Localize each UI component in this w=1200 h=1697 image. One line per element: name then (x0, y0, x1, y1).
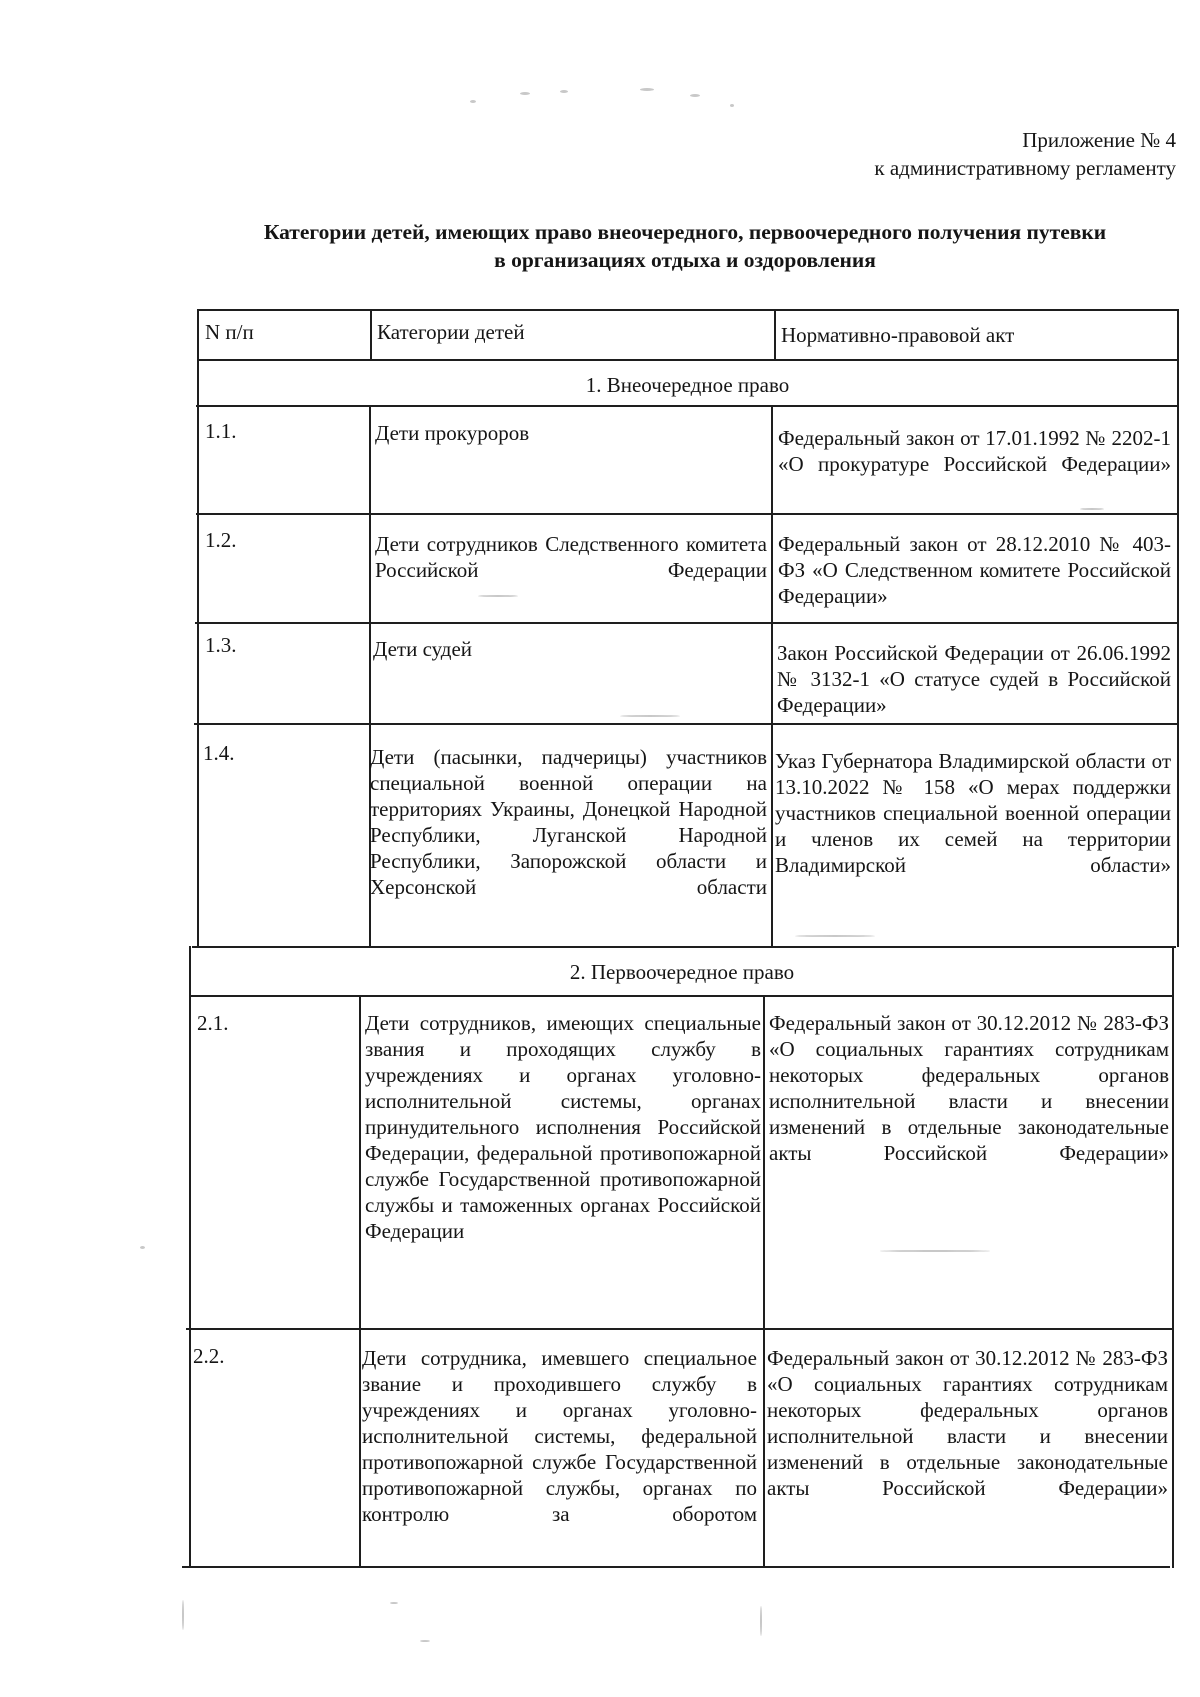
row-number: 1.4. (203, 741, 235, 765)
table-rule (194, 723, 1178, 725)
table-border-left (189, 946, 191, 1568)
document-title-line2: в организациях отдыха и оздоровления (494, 248, 876, 272)
column-divider (370, 309, 372, 360)
row-legal-act: Указ Губернатора Владимирской области от 13.10.2022 № 158 «О мерах поддержки участников специальной военной операции и членов их семей на территории Владимирской области» (775, 749, 1171, 877)
appendix-regulation: к административному регламенту (874, 156, 1176, 180)
row-category: Дети сотрудников Следственного комитета Российской Федерации (375, 532, 767, 582)
table-rule (198, 309, 1178, 311)
row-category: Дети прокуроров (375, 421, 530, 445)
table-border-right (1172, 946, 1174, 1568)
table-rule (186, 1328, 1172, 1330)
row-legal-act: Федеральный закон от 17.01.1992 № 2202-1 «О прокуратуре Российской Федерации» (778, 426, 1171, 476)
row-category: Дети (пасынки, падчерицы) участников специальной военной операции на территориях Украины, Донецкой Народной Республики, Луганской Народной Республики, Запорожской области и Херсонской области (370, 745, 767, 899)
document-title-line1: Категории детей, имеющих право внеочередного, первоочередного получения путевки (263, 220, 1107, 244)
row-category: Дети сотрудников, имеющих специальные звания и проходящих службу в учреждениях и органах уголовно-исполнительной системы, органах принудительного исполнения Российской Федерации, федеральной противопожарной службе Государственной противопожарной службы и таможенных органах Российской Федерации (365, 1011, 761, 1243)
column-divider (359, 995, 361, 1568)
table-rule (192, 946, 1176, 948)
document-title (185, 218, 1185, 274)
table-rule (196, 513, 1178, 515)
column-header-legal-act: Нормативно-правовой акт (781, 323, 1015, 347)
table-border-left (197, 309, 199, 947)
column-header-category: Категории детей (377, 320, 525, 344)
row-legal-act: Федеральный закон от 30.12.2012 № 283-ФЗ «О социальных гарантиях сотрудникам некоторых федеральных органов исполнительной власти и внесении изменений в отдельные законодательные акты Российской Федерации» (769, 1011, 1169, 1165)
row-number: 2.1. (197, 1011, 229, 1035)
column-header-number: N п/п (205, 320, 254, 344)
table-rule (190, 995, 1174, 997)
row-legal-act: Федеральный закон от 30.12.2012 № 283-ФЗ «О социальных гарантиях сотрудникам некоторых федеральных органов исполнительной власти и внесении изменений в отдельные законодательные акты Российской Федерации» (767, 1346, 1168, 1500)
row-category: Дети судей (373, 637, 473, 661)
table-rule (182, 1566, 1170, 1568)
row-number: 1.3. (205, 633, 237, 657)
table-rule (196, 405, 1178, 407)
table-rule (197, 359, 1178, 361)
column-divider (771, 405, 773, 947)
row-number: 1.2. (205, 528, 237, 552)
section-heading: 2. Первоочередное право (569, 960, 795, 984)
row-number: 1.1. (205, 419, 237, 443)
appendix-reference (874, 126, 1176, 182)
column-divider (774, 309, 776, 360)
row-legal-act: Закон Российской Федерации от 26.06.1992 № 3132-1 «О статусе судей в Российской Федерации» (777, 641, 1171, 717)
appendix-number: Приложение № 4 (1022, 128, 1176, 152)
row-legal-act: Федеральный закон от 28.12.2010 № 403-ФЗ «О Следственном комитете Российской Федерации» (778, 532, 1171, 608)
table-rule (195, 622, 1178, 624)
row-number: 2.2. (193, 1344, 225, 1368)
table-border-right (1177, 309, 1179, 947)
row-category: Дети сотрудника, имевшего специальное звание и проходившего службу в учреждениях и органах уголовно-исполнительной системы, федеральной противопожарной службе Государственной противопожарной службы, органах по контролю за оборотом (362, 1346, 757, 1526)
column-divider (763, 995, 765, 1568)
section-heading: 1. Внеочередное право (585, 373, 790, 397)
